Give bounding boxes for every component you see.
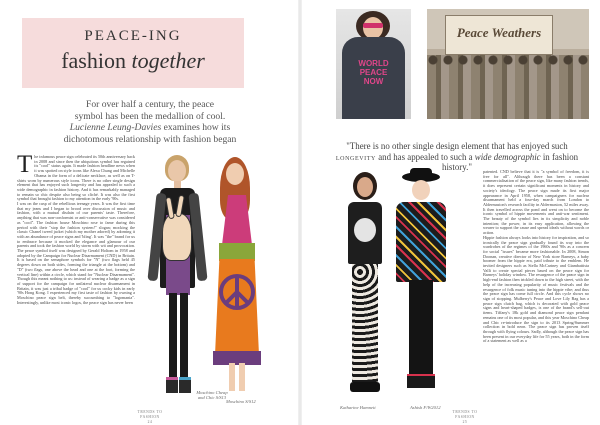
caption-ashish: Ashish F/W2012 (410, 405, 441, 410)
model-boots (407, 374, 435, 388)
model-boot-left (166, 377, 178, 393)
model-figure-katharine-hamnett (340, 172, 390, 400)
photo-world-peace-now (336, 9, 411, 119)
model-face (363, 17, 383, 39)
headline-italic: together (131, 48, 205, 73)
standfirst (30, 99, 270, 145)
pull-quote-emphasis: longevity (335, 151, 376, 162)
standfirst-line: symbol has been the medallion of cool. (74, 110, 226, 122)
model-sunglasses (363, 23, 383, 28)
model-face (226, 163, 244, 185)
hoodie-print-line: PEACE (359, 68, 388, 77)
model-top-print (354, 218, 376, 242)
pull-quote-text: and has appealed to such a (375, 151, 475, 162)
peace-hand-print (162, 213, 192, 261)
folio-magazine-name: TRENDS TO FASHION (137, 410, 163, 419)
page-gutter (298, 0, 302, 425)
model-leg-right (239, 363, 245, 391)
folio-page-number: 24 (147, 420, 153, 424)
standfirst-text: examines how its (161, 122, 231, 134)
headline-main: fashion (61, 48, 132, 73)
model-leggings (409, 280, 433, 380)
photo-vintage-protest (427, 9, 589, 119)
body-column-left (17, 155, 135, 399)
hoodie-print-line: NOW (363, 77, 384, 86)
body-paragraph: Hippie fashion always looks into history for inspiration, and so ironically the peace sign gradually found its way into the wardrobes of the regimes of the 1960s and '90s as a concern for social "issues" became more fashionable. In 2008, Simon Doonan, creative director of New York store Barneys, a baby boomer from the hippie era, paid tribute to the emblem. He invited designers such as Stella McCartney and Giambattista Valli to create special pieces based on the peace sign for Barneys' holiday window. The resurgence of the peace sign in high-end fashion then trickled down to the high street, with the help of the increasing popularity of music festivals and the resurgence of folk music tuning into the hippie vibe; and thus the peace sign has come full circle. And this cycle shows no sign of stopping. Mulberry's Peace and Love Lily Bag has a peace sign clutch bag, which is decorated with gold peace signs and heart-shaped badges, is one of the brand's sell-out items. Tiffany's 18k gold and diamond peace sign pendant remains one of its most popular, and this year Moschino Cheap and Chic re-introduce the sign to its 2013 Spring/Summer collection in bold neon. The peace sign has proven itself through with flying colours. Sadly, although the peace sign has been present in our everyday life for 55 years, both in the form of a statement as well as a (483, 234, 589, 344)
model-face (412, 180, 430, 200)
article-kicker: PEACE-ING (84, 28, 182, 44)
model-shoes (350, 382, 380, 392)
caption-line: and Chic S/S13 (197, 395, 227, 400)
body-column-right (483, 170, 589, 399)
model-hat-crown (410, 168, 432, 177)
pull-quote-text: in fashion history." (442, 151, 579, 173)
model-leg-left (169, 293, 177, 381)
model-trousers (352, 264, 378, 382)
folio-right (445, 410, 485, 425)
model-leg-right (180, 293, 188, 381)
drop-cap: T (17, 155, 33, 178)
folio-magazine-name: TRENDS TO FASHION (452, 410, 478, 419)
model-dress-stripe (219, 243, 255, 261)
caption-moschino-ss12: Moschino S/S12 (226, 399, 256, 404)
folio-page-number: 25 (462, 420, 468, 424)
model-face (168, 160, 186, 182)
model-figure-moschino-cheap-chic (150, 155, 205, 405)
body-paragraph: patented. CND believe that it is "a symbol of freedom, it is free for all". Although there has been a constant commercialisation of the peace sign, like many fashion trends, it does represent certain significant moments in history and society's ideology. The peace sign made its first major appearance in April 1958, when campaigners for nuclear disarmament held a four-day march from London to Aldermaston's research facility in Aldermaston, 52 miles away. It then travelled across the pond and went on to become the iconic symbol of hippie movements and anti-war sentiment. The beauty of the symbol lies in its simplicity and noble intention; the power, in its easy application, allowing the wearer to support the cause and spread ideals without words or action. (483, 170, 589, 236)
peace-sign-icon (218, 273, 256, 311)
caption-line: Moschino Cheap (196, 390, 228, 395)
model-boot-right (179, 377, 191, 393)
crowd-heads (427, 53, 589, 67)
pull-quote-italic: wide demographic (474, 151, 541, 162)
standfirst-line (30, 122, 270, 134)
hoodie-print-line: WORLD (358, 59, 389, 68)
model-jacket (396, 202, 446, 282)
folio-left (130, 410, 170, 425)
hoodie-print (350, 59, 397, 86)
model-skirt-hem (213, 351, 261, 365)
standfirst-line: For over half a century, the peace (85, 99, 215, 110)
standfirst-line: dichotomous relationship with fashion began (63, 133, 237, 145)
article-headline (22, 48, 244, 74)
model-figure-ashish (392, 172, 450, 400)
protest-banner-text: Peace Weathers (456, 25, 542, 40)
caption-katharine-hamnett: Katharine Hamnett (340, 405, 376, 410)
model-face (357, 177, 373, 197)
model-leg-left (229, 363, 235, 391)
body-paragraph: I was on the cusp of the rebellious teenage years. It was the first time that my jeans and I began to brood over discussion of music and fashion, with a mutual disdain of our parents' taste. Therefore, anything that was non-conformist or anti-conservative was considered as "cool". The fashion house Moschino rose to fame during this period with their "stop the fashion system!" slogan; mocking the classic Chanel tweed jacket (which my mother adored) by adorning it with an abundance of peace signs and 'bling'. It was "the" brand for us to embrace because it mocked the elegance and glamour of our parents and took the fashion world by storm with wit and provocation. The peace symbol itself was designed by Gerald Holtom in 1958 and adopted by the Campaign for Nuclear Disarmament (CND) in Britain. It is based on the semaphore symbols for "N" (two flags held 45 degrees down on both sides, forming the triangle at the bottom) and "D" (two flags, one above the head and one at the foot, forming the vertical line) within a circle, which stand for "Nuclear Disarmament". Though this meant nothing to us: instead of wearing a badge as a sign of support for the campaign for unilateral nuclear disarmament in Britain, it was just a tribal badge of "cool" for us cocky kids in early '90s Hong Kong. I experienced my first taste of fashion by owning a Moschino peace sign belt, thereby succumbing to "logomania". Interestingly, unlike most iconic logos, the peace sign has never been (17, 201, 135, 305)
body-paragraph: he infamous peace sign celebrated its 50th anniversary back in 2008 and since then the ubiquitous symbol has regained its "cool" status again. It made fashion headline news when it was spotted on style icons like Alexa Chung and Michelle Obama in the form of a delicate necklace, as well as on T-shirts worn by numerous style icons. There is no other single design element that has enjoyed such longevity and has appealed to such a wide demographic in fashion history. And it has remarkably managed to remain so chic despite also being so cliché. It was also the first symbol that brought fashion to my attention in the early '90s. (17, 155, 135, 202)
pull-quote (328, 141, 586, 173)
title-box (22, 18, 244, 88)
model-figure-moschino-ss12 (205, 155, 270, 400)
standfirst-author: Lucienne Leung-Davies (69, 122, 162, 134)
pull-quote-text: "There is no other single design element that has enjoyed such (346, 141, 568, 151)
